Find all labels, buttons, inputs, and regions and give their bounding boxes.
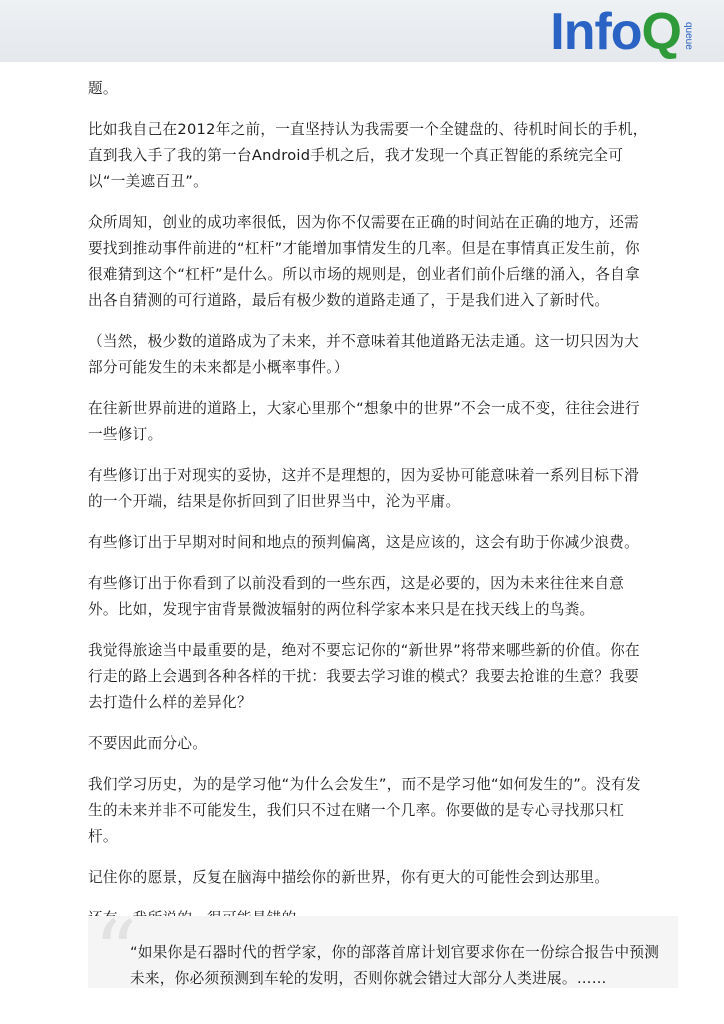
blockquote: [88, 916, 678, 988]
paragraph: 记住你的愿景，反复在脑海中描绘你的新世界，你有更大的可能性会到达那里。: [88, 869, 610, 886]
quote-mark-icon: “: [94, 916, 137, 988]
paragraph: 有些修订出于早期对时间和地点的预判偏离，这是应该的，这会有助于你减少浪费。: [88, 534, 640, 551]
paragraph: 有些修订出于你看到了以前没看到的一些东西，这是必要的，因为未来往往来自意外。比如，发现宇宙背景微波辐射的两位科学家本来只是在找天线上的鸟粪。: [88, 575, 625, 618]
article-body: [88, 76, 648, 947]
blockquote-text: “如果你是石器时代的哲学家，你的部落首席计划官要求你在一份综合报告中预测未来，你必须预测到车轮的发明，否则你就会错过大部分人类进展。……: [130, 944, 660, 987]
paragraph: 不要因此而分心。: [88, 735, 208, 752]
paragraph: （当然，极少数的道路成为了未来，并不意味着其他道路无法走通。这一切只因为大部分可能发生的未来都是小概率事件。）: [88, 333, 640, 376]
infoq-logo[interactable]: [550, 2, 694, 60]
paragraph: 在往新世界前进的道路上，大家心里那个“想象中的世界”不会一成不变，往往会进行一些修订。: [88, 400, 640, 443]
paragraph: 我们学习历史，为的是学习他“为什么会发生”，而不是学习他“如何发生的”。没有发生的未来并非不可能发生，我们只不过在赌一个几率。你要做的是专心寻找那只杠杆。: [88, 776, 641, 845]
paragraph: 众所周知，创业的成功率很低，因为你不仅需要在正确的时间站在正确的地方，还需要找到推动事件前进的“杠杆”才能增加事情发生的几率。但是在事情真正发生前，你很难猜到这个“杠杆”是什么。所以市场的规则是，创业者们前仆后继的涌入，各自拿出各自猜测的可行道路，最后有极少数的道路走通了，于是我们进入了新时代。: [88, 214, 640, 309]
logo-q-letter: Q: [641, 3, 681, 61]
paragraph: 题。: [88, 80, 118, 97]
logo-queue-text: queue: [683, 22, 694, 50]
logo-text: [550, 4, 681, 60]
header-band: [0, 0, 724, 62]
logo-main-text: Info: [550, 3, 642, 61]
paragraph: 我觉得旅途当中最重要的是，绝对不要忘记你的“新世界”将带来哪些新的价值。你在行走的路上会遇到各种各样的干扰：我要去学习谁的模式？我要去抢谁的生意？我要去打造什么样的差异化？: [88, 642, 640, 711]
paragraph: 比如我自己在2012年之前，一直坚持认为我需要一个全键盘的、待机时间长的手机，直到我入手了我的第一台Android手机之后，我才发现一个真正智能的系统完全可以“一美遮百丑”。: [88, 121, 648, 190]
paragraph: 有些修订出于对现实的妥协，这并不是理想的，因为妥协可能意味着一系列目标下滑的一个开端，结果是你折回到了旧世界当中，沦为平庸。: [88, 467, 640, 510]
